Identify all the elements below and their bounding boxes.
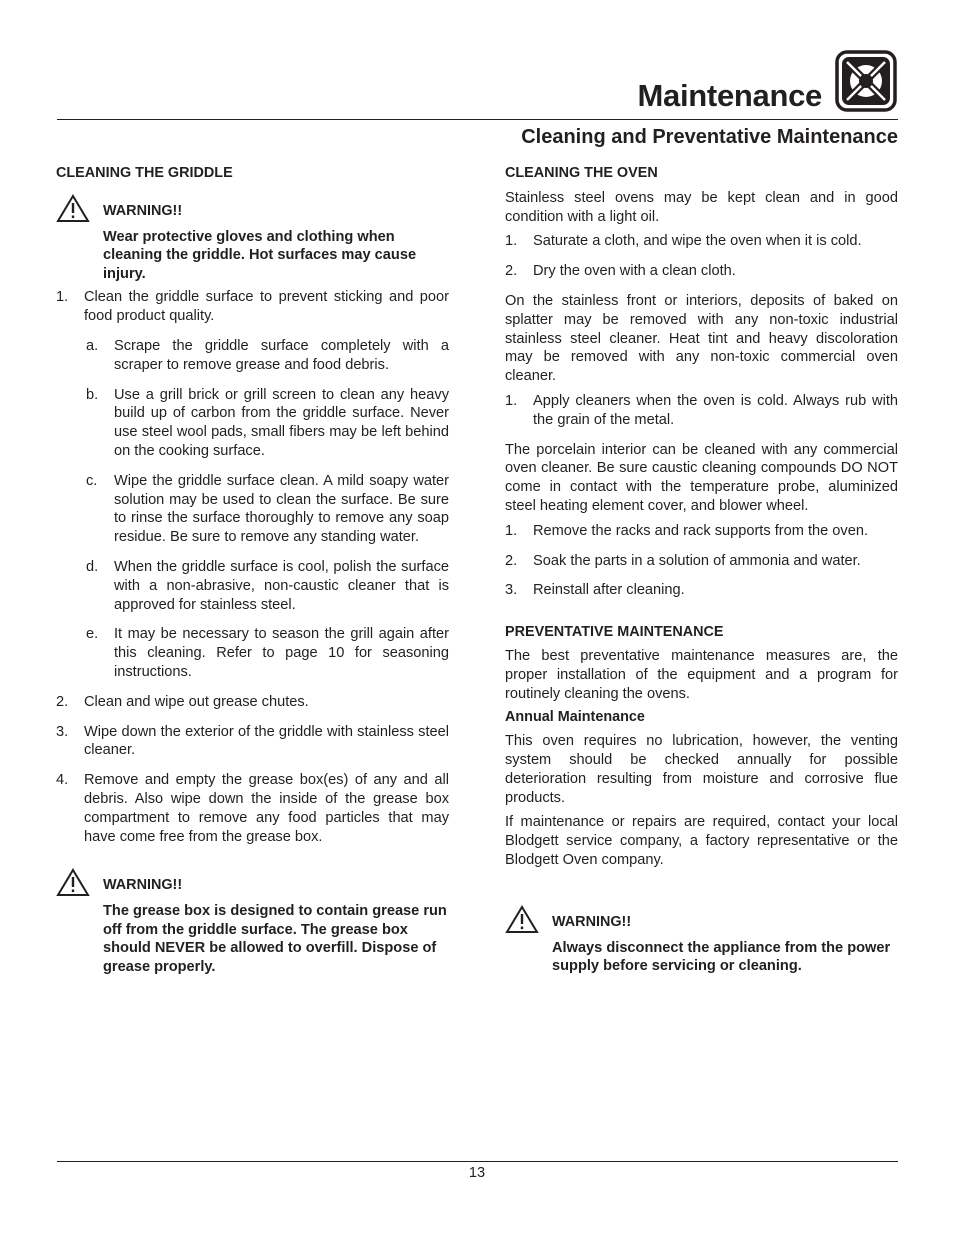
list-item <box>505 552 898 571</box>
porcelain-paragraph: The porcelain interior can be cleaned with any commercial oven cleaner. Be sure caustic cleaning compounds DO NOT come in contact with the temperature probe, aluminized steel heating element cover, and blower wheel. <box>505 441 898 514</box>
sub-list-item <box>56 558 449 614</box>
item-text: Remove and empty the grease box(es) of any and all debris. Also wipe down the inside of the grease box compartment to remove any food particles that may have come free from the grease box. <box>84 772 449 845</box>
item-number: 2. <box>56 693 69 710</box>
item-text: Dry the oven with a clean cloth. <box>533 263 736 280</box>
header-rule <box>57 119 898 120</box>
item-number: 2. <box>505 552 518 569</box>
blodgett-logo-icon <box>835 50 897 112</box>
list-item <box>505 522 898 541</box>
item-letter: c. <box>86 472 98 489</box>
preventative-heading: PREVENTATIVE MAINTENANCE <box>505 624 724 641</box>
item-text: Soak the parts in a solution of ammonia and water. <box>533 552 861 569</box>
warning-triangle-icon <box>56 194 90 224</box>
sub-list-item <box>56 337 449 375</box>
list-item <box>505 581 898 600</box>
footer-rule <box>57 1161 898 1162</box>
warning-disconnect <box>505 913 898 976</box>
section-title: Cleaning and Preventative Maintenance <box>521 126 898 148</box>
warning-title: WARNING!! <box>103 877 183 894</box>
item-text: Clean the griddle surface to prevent sticking and poor food product quality. <box>84 289 449 325</box>
warning-triangle-icon <box>56 868 90 898</box>
item-number: 4. <box>56 772 69 789</box>
warning-text: Always disconnect the appliance from the power supply before servicing or cleaning. <box>552 939 891 975</box>
warning-gloves <box>56 202 449 284</box>
item-text: Scrape the griddle surface completely with a scraper to remove grease and food debris. <box>114 337 449 373</box>
item-text: Remove the racks and rack supports from the oven. <box>533 522 869 539</box>
item-text: Wipe down the exterior of the griddle with stainless steel cleaner. <box>84 723 449 759</box>
list-item <box>505 232 898 251</box>
sub-list-item <box>56 625 449 681</box>
item-number: 1. <box>505 522 518 539</box>
list-item <box>505 392 898 430</box>
warning-title: WARNING!! <box>103 202 183 219</box>
item-number: 1. <box>505 392 518 409</box>
repair-text: If maintenance or repairs are required, contact your local Blodgett service company, a factory representative or the Blodgett Oven company. <box>505 814 898 868</box>
annual-heading: Annual Maintenance <box>505 709 645 726</box>
item-letter: b. <box>86 386 99 403</box>
warning-grease-box <box>56 876 449 976</box>
warning-text: The grease box is designed to contain grease run off from the griddle surface. The grease box should NEVER be allowed to overfill. Dispose of grease properly. <box>103 903 447 975</box>
item-text: It may be necessary to season the grill again after this cleaning. Refer to page 10 for seasoning instructions. <box>114 626 449 680</box>
page-title: Maintenance <box>637 78 822 113</box>
list-item <box>56 288 449 326</box>
right-column <box>505 164 898 976</box>
annual-text: This oven requires no lubrication, however, the venting system should be checked annually for possible deterioration resulting from moisture and corrosive flue products. <box>505 733 898 806</box>
item-number: 2. <box>505 263 518 280</box>
item-text: Reinstall after cleaning. <box>533 582 685 599</box>
warning-text: Wear protective gloves and clothing when cleaning the griddle. Hot surfaces may cause injury. <box>103 228 417 282</box>
item-letter: e. <box>86 626 99 643</box>
item-text: Apply cleaners when the oven is cold. Always rub with the grain of the metal. <box>533 392 898 428</box>
item-text: Wipe the griddle surface clean. A mild soapy water solution may be used to clean the surface. Be sure to rinse the surface thoroughly to remove any soap residue. Be sure to remove any standing water. <box>114 472 449 546</box>
sub-list-item <box>56 472 449 547</box>
page-number: 13 <box>468 1165 486 1181</box>
oven-intro: Stainless steel ovens may be kept clean and in good condition with a light oil. <box>505 189 898 225</box>
item-number: 1. <box>56 289 69 306</box>
sub-list-item <box>56 386 449 461</box>
item-letter: d. <box>86 558 99 575</box>
item-letter: a. <box>86 337 99 354</box>
item-number: 3. <box>505 582 518 599</box>
left-column <box>56 164 449 976</box>
item-text: Clean and wipe out grease chutes. <box>84 693 309 710</box>
list-item <box>505 262 898 281</box>
item-number: 1. <box>505 233 518 250</box>
stainless-paragraph: On the stainless front or interiors, deposits of baked on splatter may be removed with any non-toxic industrial stainless steel cleaner. Heat tint and heavy discoloration may be removed with any non-toxic commercial oven cleaner. <box>505 292 898 385</box>
item-number: 3. <box>56 723 69 740</box>
oven-heading: CLEANING THE OVEN <box>505 165 658 181</box>
list-item <box>56 723 449 761</box>
warning-triangle-icon <box>505 905 539 935</box>
list-item <box>56 693 449 712</box>
item-text: Saturate a cloth, and wipe the oven when it is cold. <box>533 233 862 250</box>
preventative-text: The best preventative maintenance measures are, the proper installation of the equipment and a program for routinely cleaning the ovens. <box>505 647 898 702</box>
item-text: When the griddle surface is cool, polish the surface with a non-abrasive, non-caustic cleaner that is approved for stainless steel. <box>114 558 449 613</box>
item-text: Use a grill brick or grill screen to clean any heavy build up of carbon from the griddle surface. Never use steel wool pads, small fibers may be left behind on the cooking surface. <box>114 386 449 459</box>
warning-title: WARNING!! <box>552 913 632 930</box>
griddle-heading: CLEANING THE GRIDDLE <box>56 165 233 181</box>
list-item <box>56 771 449 846</box>
